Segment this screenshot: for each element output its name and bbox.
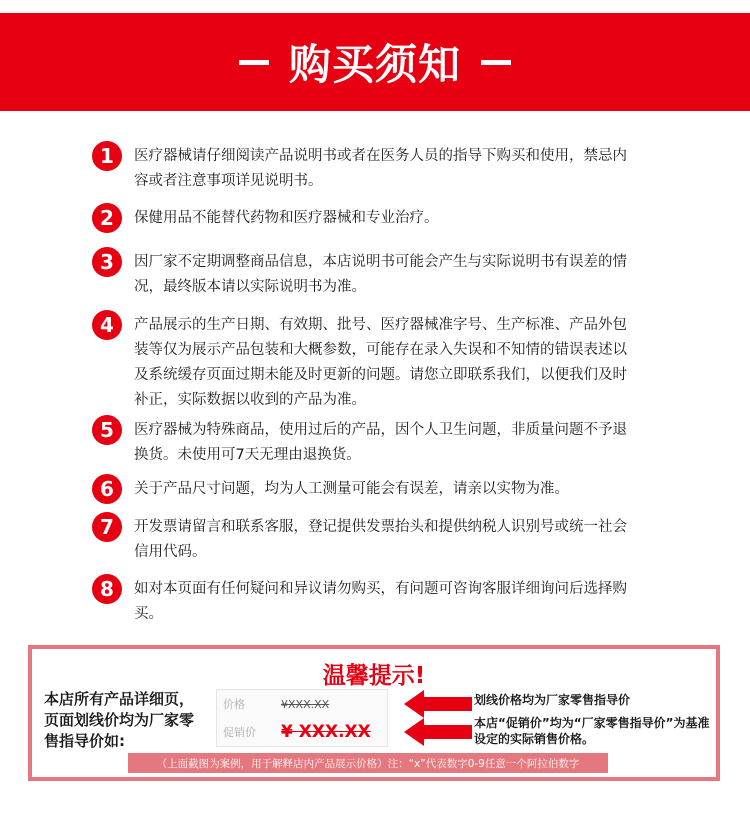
list-price-value: ¥XXX.XX	[281, 697, 330, 711]
tip-footer: （上面截图为案例，用于解释店内产品展示价格）注：“x”代表数字0-9任意一个阿拉伯数字	[128, 753, 608, 773]
rule-text: 医疗器械为特殊商品，使用过后的产品，因个人卫生问题，非质量问题不予退换货。未使用可7天无理由退换货。	[134, 422, 627, 463]
rule-item	[92, 313, 652, 413]
tip-left-text: 本店所有产品详细页，页面划线价均为厂家零售指导价如:	[44, 690, 195, 750]
rule-text: 保健用品不能替代药物和医疗器械和专业治疗。	[134, 210, 439, 226]
rule-item	[92, 418, 652, 468]
list-price-row	[217, 690, 387, 718]
header-banner	[0, 13, 750, 111]
rule-item	[92, 577, 652, 627]
rule-text: 产品展示的生产日期、有效期、批号、医疗器械准字号、生产标准、产品外包装等仅为展示产品包装和大概参数，可能存在录入失误和不知情的错误表述以及系统缓存页面过期未能及时更新的问题。请您立即联系我们，以便我们及时补正，实际数据以收到的产品为准。	[134, 317, 627, 408]
rule-item	[92, 477, 652, 504]
number-badge: 3	[92, 247, 122, 277]
rule-text: 开发票请留言和联系客服，登记提供发票抬头和提供纳税人识别号或统一社会信用代码。	[134, 519, 627, 560]
rule-item	[92, 144, 652, 194]
list-price-label: 价格	[223, 698, 245, 711]
rule-text: 如对本页面有任何疑问和异议请勿购买，有问题可咨询客服详细询问后选择购买。	[134, 581, 627, 622]
rule-text: 关于产品尺寸问题，均为人工测量可能会有误差，请亲以实物为准。	[134, 481, 569, 497]
promo-price-label: 促销价	[223, 726, 256, 739]
number-badge: 7	[92, 512, 122, 542]
list-price-note: 划线价格均为厂家零售指导价	[474, 693, 631, 707]
number-badge: 5	[92, 415, 122, 445]
price-example	[216, 689, 388, 747]
tip-title: 温馨提示!	[322, 663, 426, 689]
rule-text: 医疗器械请仔细阅读产品说明书或者在医务人员的指导下购买和使用，禁忌内容或者注意事项详见说明书。	[134, 148, 627, 189]
number-badge: 8	[92, 574, 122, 604]
rule-item	[92, 206, 652, 233]
rule-item	[92, 250, 652, 300]
rule-text: 因厂家不定期调整商品信息，本店说明书可能会产生与实际说明书有误差的情况，最终版本请以实际说明书为准。	[134, 254, 627, 295]
number-badge: 4	[92, 310, 122, 340]
number-badge: 2	[92, 203, 122, 233]
title-left-dash	[239, 60, 269, 65]
price-tip-box	[28, 645, 720, 781]
promo-price-value: ¥ XXX.XX	[281, 722, 371, 742]
title-right-dash	[481, 60, 511, 65]
promo-price-note: 本店“促销价”均为“厂家零售指导价”为基准设定的实际销售价格。	[474, 716, 710, 746]
page-title: 购买须知	[288, 40, 461, 89]
number-badge: 1	[92, 141, 122, 171]
rule-item	[92, 515, 652, 565]
promo-price-row	[217, 718, 387, 746]
number-badge: 6	[92, 474, 122, 504]
